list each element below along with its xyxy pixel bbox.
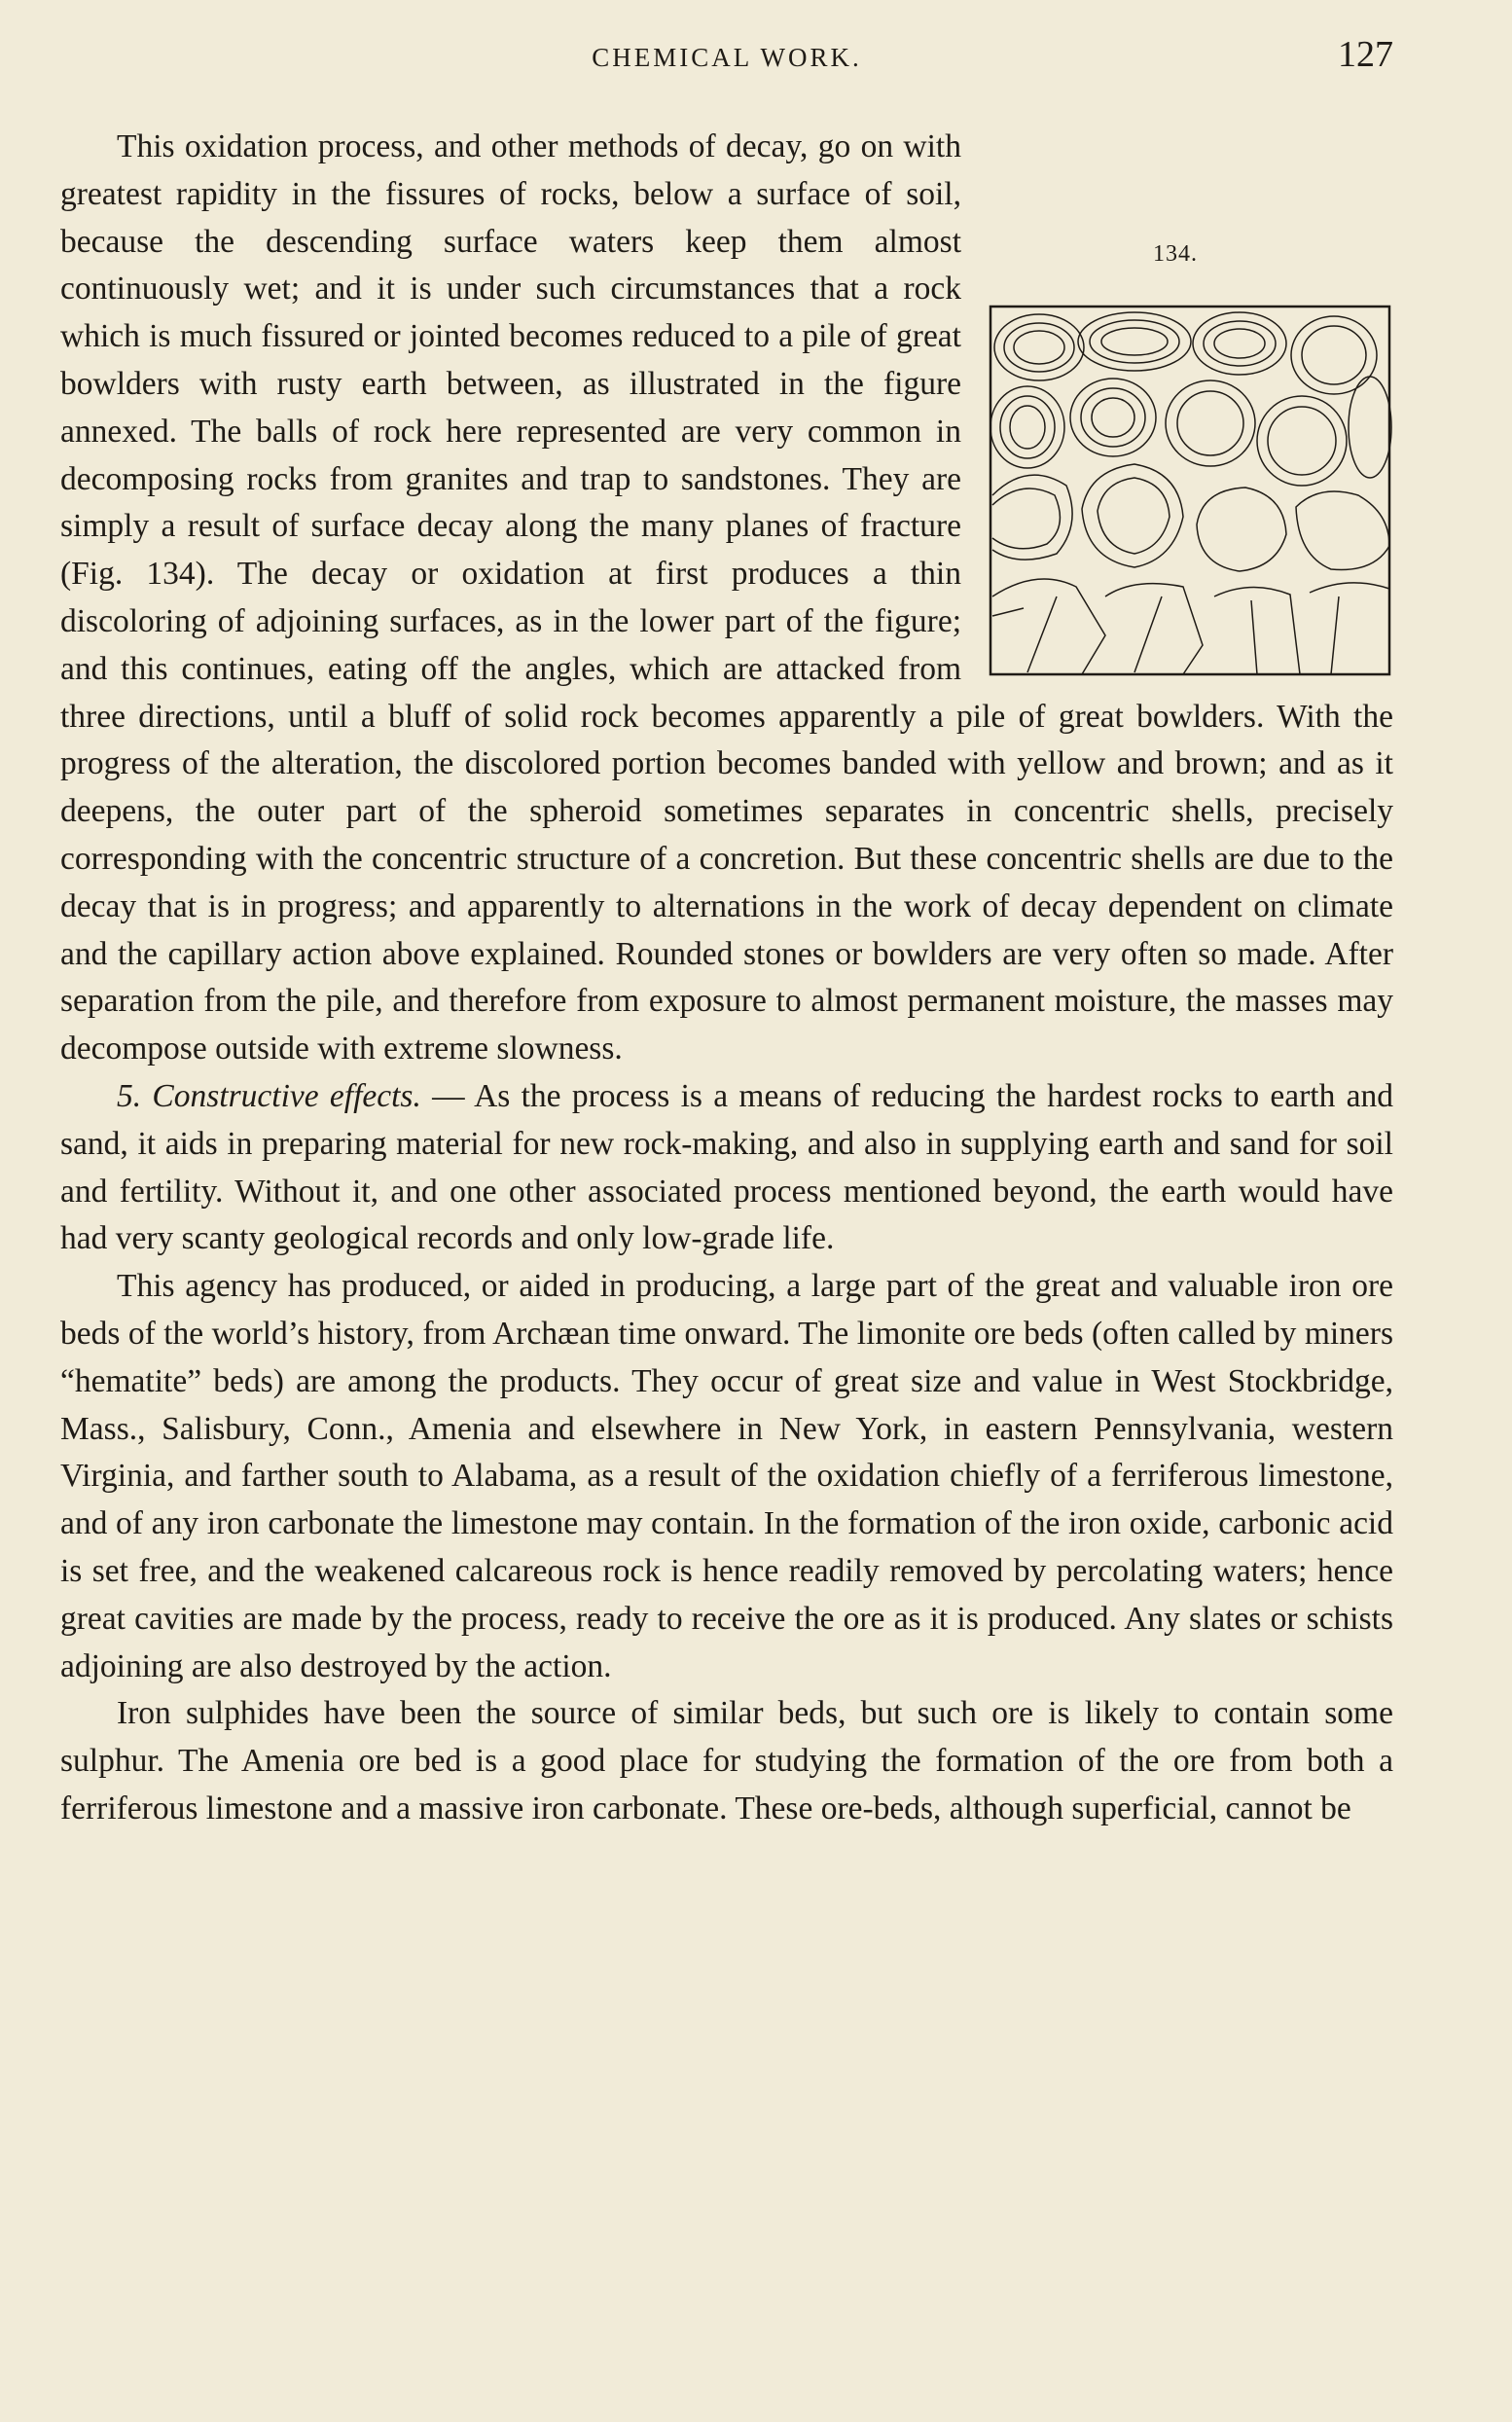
figure-134: [985, 124, 1393, 683]
section-heading: 5. Constructive effects.: [117, 1077, 421, 1114]
paragraph-4: Iron sulphides have been the source of similar beds, but such ore is likely to contain some sulphur. The Amenia ore bed is a good place for studying the formation of the ore from both a ferriferous limestone and a massive iron carbonate. These ore-beds, although superficial, cannot be: [60, 1695, 1393, 1826]
page-body: [60, 124, 1393, 1833]
paragraph-1: This oxidation process, and other methods of decay, go on with greatest rapidity in the fissures of rocks, below a surface of soil, because the descending surface waters keep them almost continuously wet; and it is under such circumstances that a rock which is much fissured or jointed becomes reduced to a pile of great bowlders with rusty earth between, as illustrated in the figure annexed. The balls of rock here represented are very common in decomposing rocks from granites and trap to sandstones. They are simply a result of surface decay along the many planes of fracture (Fig. 134). The decay or oxidation at first produces a thin discoloring of adjoining surfaces, as in the lower part of the figure; and this continues, eating off the angles, which are attacked from three directions, until a bluff of solid rock becomes apparently a pile of great bowlders. With the progress of the alteration, the discolored portion becomes banded with yellow and brown; and as it deepens, the outer part of the spheroid sometimes separates in concentric shells, precisely corresponding with the concentric structure of a concretion. But these concentric shells are due to the decay that is in progress; and apparently to alternations in the work of decay dependent on climate and the capillary action above explained. Rounded stones or bowlders are very often so made. After separation from the pile, and therefore from exposure to almost permanent moisture, the masses may decompose outside with extreme slowness.: [60, 128, 1393, 1067]
figure-label: 134.: [1153, 241, 1198, 267]
running-head: CHEMICAL WORK.: [592, 43, 862, 72]
paragraph-2: [60, 1073, 1393, 1263]
paragraph-2-text: — As the process is a means of reducing the hardest rocks to earth and sand, it aids in preparing material for new rock-making, and also in supplying earth and sand for soil and fertility. Without it, and one other associated process mentioned beyond, the earth would have had very scanty geological records and only low-grade life.: [60, 1077, 1394, 1257]
paragraph-3: This agency has produced, or aided in producing, a large part of the great and valuable iron ore beds of the world’s history, from Archæan time onward. The limonite ore beds (often called by miners “hematite” beds) are among the products. They occur of great size and value in West Stockbridge, Mass., Salisbury, Conn., Amenia and elsewhere in New York, in eastern Pennsylvania, western Virginia, and farther south to Alabama, as a result of the oxidation chiefly of a ferriferous limestone, and of any iron carbonate the limestone may contain. In the formation of the iron oxide, carbonic acid is set free, and the weakened calcareous rock is hence readily removed by percolating waters; hence great cavities are made by the process, ready to receive the ore as it is produced. Any slates or schists adjoining are also destroyed by the action.: [60, 1268, 1393, 1684]
page-header: [60, 29, 1393, 88]
page-number: 127: [1338, 34, 1393, 75]
bowlder-decay-illustration: [989, 305, 1393, 678]
